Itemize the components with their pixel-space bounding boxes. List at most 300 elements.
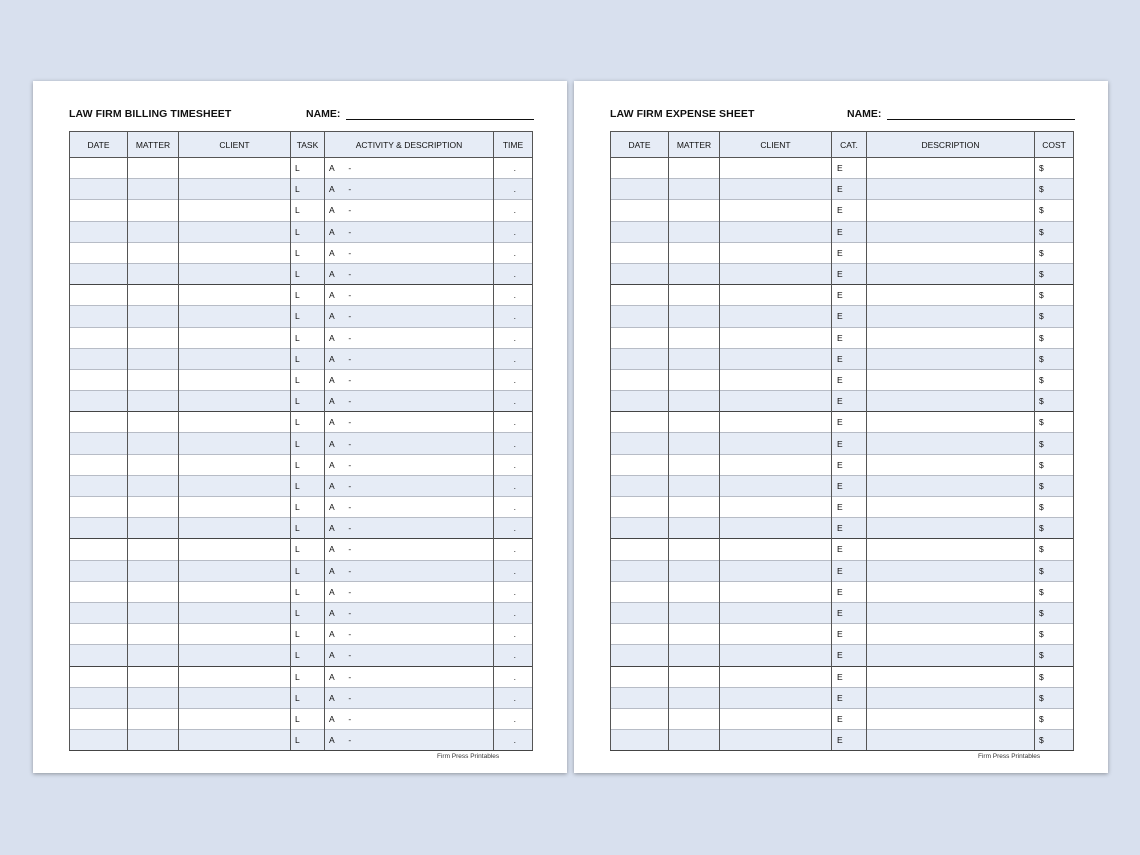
date-cell[interactable] <box>611 497 669 518</box>
category-cell[interactable]: E <box>832 263 867 284</box>
category-cell[interactable]: E <box>832 348 867 369</box>
activity-cell[interactable]: A - <box>325 158 494 179</box>
client-cell[interactable] <box>720 412 832 433</box>
activity-cell[interactable]: A - <box>325 687 494 708</box>
activity-cell[interactable]: A - <box>325 348 494 369</box>
date-cell[interactable] <box>70 645 128 666</box>
date-cell[interactable] <box>70 730 128 751</box>
client-cell[interactable] <box>720 221 832 242</box>
matter-cell[interactable] <box>128 285 179 306</box>
timesheet-name-field[interactable] <box>346 119 534 120</box>
task-cell[interactable]: L <box>291 497 325 518</box>
matter-cell[interactable] <box>669 666 720 687</box>
task-cell[interactable]: L <box>291 475 325 496</box>
date-cell[interactable] <box>611 518 669 539</box>
matter-cell[interactable] <box>128 327 179 348</box>
activity-cell[interactable]: A - <box>325 708 494 729</box>
client-cell[interactable] <box>720 560 832 581</box>
matter-cell[interactable] <box>669 645 720 666</box>
description-cell[interactable] <box>867 708 1035 729</box>
cost-cell[interactable]: $ <box>1035 624 1074 645</box>
category-cell[interactable]: E <box>832 433 867 454</box>
matter-cell[interactable] <box>128 263 179 284</box>
time-cell[interactable]: . <box>494 369 533 390</box>
matter-cell[interactable] <box>128 369 179 390</box>
task-cell[interactable]: L <box>291 348 325 369</box>
client-cell[interactable] <box>179 348 291 369</box>
cost-cell[interactable]: $ <box>1035 666 1074 687</box>
client-cell[interactable] <box>179 518 291 539</box>
cost-cell[interactable]: $ <box>1035 581 1074 602</box>
time-cell[interactable]: . <box>494 687 533 708</box>
category-cell[interactable]: E <box>832 327 867 348</box>
time-cell[interactable]: . <box>494 221 533 242</box>
client-cell[interactable] <box>720 179 832 200</box>
client-cell[interactable] <box>720 708 832 729</box>
date-cell[interactable] <box>611 539 669 560</box>
time-cell[interactable]: . <box>494 560 533 581</box>
matter-cell[interactable] <box>128 518 179 539</box>
category-cell[interactable]: E <box>832 645 867 666</box>
date-cell[interactable] <box>70 666 128 687</box>
cost-cell[interactable]: $ <box>1035 348 1074 369</box>
date-cell[interactable] <box>611 433 669 454</box>
client-cell[interactable] <box>720 539 832 560</box>
category-cell[interactable]: E <box>832 158 867 179</box>
task-cell[interactable]: L <box>291 518 325 539</box>
time-cell[interactable]: . <box>494 539 533 560</box>
category-cell[interactable]: E <box>832 391 867 412</box>
date-cell[interactable] <box>70 369 128 390</box>
activity-cell[interactable]: A - <box>325 327 494 348</box>
date-cell[interactable] <box>70 391 128 412</box>
date-cell[interactable] <box>70 285 128 306</box>
date-cell[interactable] <box>70 221 128 242</box>
matter-cell[interactable] <box>128 306 179 327</box>
matter-cell[interactable] <box>669 581 720 602</box>
date-cell[interactable] <box>70 433 128 454</box>
time-cell[interactable]: . <box>494 708 533 729</box>
matter-cell[interactable] <box>128 475 179 496</box>
date-cell[interactable] <box>611 327 669 348</box>
client-cell[interactable] <box>179 539 291 560</box>
time-cell[interactable]: . <box>494 179 533 200</box>
client-cell[interactable] <box>179 560 291 581</box>
client-cell[interactable] <box>720 497 832 518</box>
date-cell[interactable] <box>611 412 669 433</box>
matter-cell[interactable] <box>669 200 720 221</box>
activity-cell[interactable]: A - <box>325 263 494 284</box>
time-cell[interactable]: . <box>494 454 533 475</box>
date-cell[interactable] <box>70 602 128 623</box>
task-cell[interactable]: L <box>291 602 325 623</box>
category-cell[interactable]: E <box>832 539 867 560</box>
client-cell[interactable] <box>179 454 291 475</box>
time-cell[interactable]: . <box>494 158 533 179</box>
client-cell[interactable] <box>179 497 291 518</box>
task-cell[interactable]: L <box>291 391 325 412</box>
time-cell[interactable]: . <box>494 602 533 623</box>
client-cell[interactable] <box>720 602 832 623</box>
cost-cell[interactable]: $ <box>1035 560 1074 581</box>
client-cell[interactable] <box>179 687 291 708</box>
date-cell[interactable] <box>70 624 128 645</box>
cost-cell[interactable]: $ <box>1035 369 1074 390</box>
client-cell[interactable] <box>179 221 291 242</box>
task-cell[interactable]: L <box>291 454 325 475</box>
date-cell[interactable] <box>70 412 128 433</box>
matter-cell[interactable] <box>669 539 720 560</box>
description-cell[interactable] <box>867 475 1035 496</box>
client-cell[interactable] <box>179 708 291 729</box>
time-cell[interactable]: . <box>494 475 533 496</box>
date-cell[interactable] <box>611 730 669 751</box>
matter-cell[interactable] <box>128 158 179 179</box>
cost-cell[interactable]: $ <box>1035 497 1074 518</box>
client-cell[interactable] <box>720 518 832 539</box>
cost-cell[interactable]: $ <box>1035 306 1074 327</box>
category-cell[interactable]: E <box>832 200 867 221</box>
client-cell[interactable] <box>179 242 291 263</box>
client-cell[interactable] <box>720 624 832 645</box>
description-cell[interactable] <box>867 645 1035 666</box>
matter-cell[interactable] <box>128 242 179 263</box>
client-cell[interactable] <box>179 730 291 751</box>
client-cell[interactable] <box>720 285 832 306</box>
description-cell[interactable] <box>867 602 1035 623</box>
cost-cell[interactable]: $ <box>1035 454 1074 475</box>
matter-cell[interactable] <box>128 454 179 475</box>
activity-cell[interactable]: A - <box>325 560 494 581</box>
category-cell[interactable]: E <box>832 412 867 433</box>
description-cell[interactable] <box>867 200 1035 221</box>
matter-cell[interactable] <box>128 348 179 369</box>
client-cell[interactable] <box>720 327 832 348</box>
client-cell[interactable] <box>179 666 291 687</box>
date-cell[interactable] <box>70 179 128 200</box>
cost-cell[interactable]: $ <box>1035 539 1074 560</box>
category-cell[interactable]: E <box>832 179 867 200</box>
activity-cell[interactable]: A - <box>325 645 494 666</box>
matter-cell[interactable] <box>669 327 720 348</box>
task-cell[interactable]: L <box>291 687 325 708</box>
matter-cell[interactable] <box>669 391 720 412</box>
description-cell[interactable] <box>867 391 1035 412</box>
date-cell[interactable] <box>611 391 669 412</box>
matter-cell[interactable] <box>669 179 720 200</box>
time-cell[interactable]: . <box>494 730 533 751</box>
client-cell[interactable] <box>720 391 832 412</box>
date-cell[interactable] <box>611 624 669 645</box>
description-cell[interactable] <box>867 369 1035 390</box>
client-cell[interactable] <box>179 285 291 306</box>
matter-cell[interactable] <box>128 560 179 581</box>
time-cell[interactable]: . <box>494 285 533 306</box>
activity-cell[interactable]: A - <box>325 412 494 433</box>
time-cell[interactable]: . <box>494 391 533 412</box>
activity-cell[interactable]: A - <box>325 666 494 687</box>
cost-cell[interactable]: $ <box>1035 645 1074 666</box>
task-cell[interactable]: L <box>291 200 325 221</box>
client-cell[interactable] <box>179 327 291 348</box>
category-cell[interactable]: E <box>832 602 867 623</box>
description-cell[interactable] <box>867 348 1035 369</box>
date-cell[interactable] <box>70 518 128 539</box>
activity-cell[interactable]: A - <box>325 518 494 539</box>
matter-cell[interactable] <box>128 708 179 729</box>
description-cell[interactable] <box>867 539 1035 560</box>
category-cell[interactable]: E <box>832 285 867 306</box>
client-cell[interactable] <box>720 348 832 369</box>
client-cell[interactable] <box>720 369 832 390</box>
date-cell[interactable] <box>611 158 669 179</box>
category-cell[interactable]: E <box>832 221 867 242</box>
client-cell[interactable] <box>179 475 291 496</box>
date-cell[interactable] <box>611 221 669 242</box>
description-cell[interactable] <box>867 221 1035 242</box>
client-cell[interactable] <box>179 624 291 645</box>
activity-cell[interactable]: A - <box>325 475 494 496</box>
client-cell[interactable] <box>720 730 832 751</box>
cost-cell[interactable]: $ <box>1035 518 1074 539</box>
task-cell[interactable]: L <box>291 645 325 666</box>
activity-cell[interactable]: A - <box>325 454 494 475</box>
date-cell[interactable] <box>611 560 669 581</box>
task-cell[interactable]: L <box>291 433 325 454</box>
activity-cell[interactable]: A - <box>325 433 494 454</box>
description-cell[interactable] <box>867 242 1035 263</box>
time-cell[interactable]: . <box>494 497 533 518</box>
time-cell[interactable]: . <box>494 200 533 221</box>
time-cell[interactable]: . <box>494 348 533 369</box>
date-cell[interactable] <box>611 242 669 263</box>
date-cell[interactable] <box>70 158 128 179</box>
matter-cell[interactable] <box>669 560 720 581</box>
client-cell[interactable] <box>179 581 291 602</box>
activity-cell[interactable]: A - <box>325 200 494 221</box>
client-cell[interactable] <box>720 200 832 221</box>
cost-cell[interactable]: $ <box>1035 433 1074 454</box>
date-cell[interactable] <box>70 263 128 284</box>
date-cell[interactable] <box>70 497 128 518</box>
task-cell[interactable]: L <box>291 581 325 602</box>
time-cell[interactable]: . <box>494 518 533 539</box>
task-cell[interactable]: L <box>291 158 325 179</box>
description-cell[interactable] <box>867 730 1035 751</box>
date-cell[interactable] <box>70 242 128 263</box>
time-cell[interactable]: . <box>494 624 533 645</box>
task-cell[interactable]: L <box>291 412 325 433</box>
date-cell[interactable] <box>611 348 669 369</box>
matter-cell[interactable] <box>669 412 720 433</box>
date-cell[interactable] <box>611 454 669 475</box>
date-cell[interactable] <box>70 306 128 327</box>
matter-cell[interactable] <box>669 306 720 327</box>
task-cell[interactable]: L <box>291 179 325 200</box>
category-cell[interactable]: E <box>832 730 867 751</box>
description-cell[interactable] <box>867 518 1035 539</box>
cost-cell[interactable]: $ <box>1035 327 1074 348</box>
date-cell[interactable] <box>70 348 128 369</box>
activity-cell[interactable]: A - <box>325 391 494 412</box>
client-cell[interactable] <box>720 581 832 602</box>
date-cell[interactable] <box>70 454 128 475</box>
date-cell[interactable] <box>611 285 669 306</box>
date-cell[interactable] <box>611 179 669 200</box>
time-cell[interactable]: . <box>494 433 533 454</box>
category-cell[interactable]: E <box>832 518 867 539</box>
date-cell[interactable] <box>611 200 669 221</box>
client-cell[interactable] <box>720 242 832 263</box>
matter-cell[interactable] <box>128 391 179 412</box>
description-cell[interactable] <box>867 687 1035 708</box>
task-cell[interactable]: L <box>291 285 325 306</box>
matter-cell[interactable] <box>669 158 720 179</box>
date-cell[interactable] <box>611 263 669 284</box>
matter-cell[interactable] <box>669 242 720 263</box>
description-cell[interactable] <box>867 327 1035 348</box>
task-cell[interactable]: L <box>291 539 325 560</box>
client-cell[interactable] <box>179 263 291 284</box>
client-cell[interactable] <box>179 200 291 221</box>
matter-cell[interactable] <box>128 412 179 433</box>
cost-cell[interactable]: $ <box>1035 412 1074 433</box>
description-cell[interactable] <box>867 624 1035 645</box>
activity-cell[interactable]: A - <box>325 369 494 390</box>
matter-cell[interactable] <box>128 602 179 623</box>
description-cell[interactable] <box>867 581 1035 602</box>
matter-cell[interactable] <box>669 475 720 496</box>
client-cell[interactable] <box>179 602 291 623</box>
cost-cell[interactable]: $ <box>1035 285 1074 306</box>
description-cell[interactable] <box>867 263 1035 284</box>
date-cell[interactable] <box>70 539 128 560</box>
time-cell[interactable]: . <box>494 645 533 666</box>
client-cell[interactable] <box>720 645 832 666</box>
cost-cell[interactable]: $ <box>1035 730 1074 751</box>
date-cell[interactable] <box>70 475 128 496</box>
matter-cell[interactable] <box>128 666 179 687</box>
expense-name-field[interactable] <box>887 119 1075 120</box>
matter-cell[interactable] <box>669 518 720 539</box>
matter-cell[interactable] <box>669 602 720 623</box>
matter-cell[interactable] <box>669 497 720 518</box>
client-cell[interactable] <box>179 306 291 327</box>
date-cell[interactable] <box>611 687 669 708</box>
matter-cell[interactable] <box>669 454 720 475</box>
date-cell[interactable] <box>611 369 669 390</box>
matter-cell[interactable] <box>669 730 720 751</box>
category-cell[interactable]: E <box>832 708 867 729</box>
matter-cell[interactable] <box>128 200 179 221</box>
category-cell[interactable]: E <box>832 581 867 602</box>
category-cell[interactable]: E <box>832 306 867 327</box>
description-cell[interactable] <box>867 560 1035 581</box>
task-cell[interactable]: L <box>291 263 325 284</box>
matter-cell[interactable] <box>128 221 179 242</box>
client-cell[interactable] <box>720 666 832 687</box>
activity-cell[interactable]: A - <box>325 179 494 200</box>
client-cell[interactable] <box>179 179 291 200</box>
task-cell[interactable]: L <box>291 327 325 348</box>
activity-cell[interactable]: A - <box>325 497 494 518</box>
client-cell[interactable] <box>720 475 832 496</box>
matter-cell[interactable] <box>669 708 720 729</box>
activity-cell[interactable]: A - <box>325 539 494 560</box>
category-cell[interactable]: E <box>832 369 867 390</box>
date-cell[interactable] <box>611 602 669 623</box>
matter-cell[interactable] <box>669 687 720 708</box>
activity-cell[interactable]: A - <box>325 602 494 623</box>
client-cell[interactable] <box>720 433 832 454</box>
activity-cell[interactable]: A - <box>325 581 494 602</box>
cost-cell[interactable]: $ <box>1035 179 1074 200</box>
client-cell[interactable] <box>720 263 832 284</box>
date-cell[interactable] <box>70 708 128 729</box>
cost-cell[interactable]: $ <box>1035 687 1074 708</box>
category-cell[interactable]: E <box>832 454 867 475</box>
matter-cell[interactable] <box>128 497 179 518</box>
description-cell[interactable] <box>867 179 1035 200</box>
time-cell[interactable]: . <box>494 306 533 327</box>
client-cell[interactable] <box>179 158 291 179</box>
date-cell[interactable] <box>70 327 128 348</box>
category-cell[interactable]: E <box>832 687 867 708</box>
activity-cell[interactable]: A - <box>325 730 494 751</box>
category-cell[interactable]: E <box>832 666 867 687</box>
matter-cell[interactable] <box>128 730 179 751</box>
date-cell[interactable] <box>611 306 669 327</box>
matter-cell[interactable] <box>669 624 720 645</box>
time-cell[interactable]: . <box>494 666 533 687</box>
matter-cell[interactable] <box>128 179 179 200</box>
task-cell[interactable]: L <box>291 708 325 729</box>
matter-cell[interactable] <box>128 624 179 645</box>
description-cell[interactable] <box>867 433 1035 454</box>
cost-cell[interactable]: $ <box>1035 242 1074 263</box>
cost-cell[interactable]: $ <box>1035 475 1074 496</box>
task-cell[interactable]: L <box>291 666 325 687</box>
client-cell[interactable] <box>720 454 832 475</box>
category-cell[interactable]: E <box>832 497 867 518</box>
client-cell[interactable] <box>179 369 291 390</box>
activity-cell[interactable]: A - <box>325 624 494 645</box>
matter-cell[interactable] <box>669 348 720 369</box>
matter-cell[interactable] <box>669 285 720 306</box>
matter-cell[interactable] <box>128 433 179 454</box>
category-cell[interactable]: E <box>832 624 867 645</box>
task-cell[interactable]: L <box>291 560 325 581</box>
matter-cell[interactable] <box>128 687 179 708</box>
date-cell[interactable] <box>611 581 669 602</box>
description-cell[interactable] <box>867 285 1035 306</box>
cost-cell[interactable]: $ <box>1035 602 1074 623</box>
client-cell[interactable] <box>179 412 291 433</box>
matter-cell[interactable] <box>128 539 179 560</box>
cost-cell[interactable]: $ <box>1035 221 1074 242</box>
description-cell[interactable] <box>867 412 1035 433</box>
category-cell[interactable]: E <box>832 475 867 496</box>
task-cell[interactable]: L <box>291 369 325 390</box>
task-cell[interactable]: L <box>291 242 325 263</box>
activity-cell[interactable]: A - <box>325 285 494 306</box>
client-cell[interactable] <box>720 306 832 327</box>
description-cell[interactable] <box>867 158 1035 179</box>
task-cell[interactable]: L <box>291 306 325 327</box>
date-cell[interactable] <box>70 200 128 221</box>
description-cell[interactable] <box>867 497 1035 518</box>
cost-cell[interactable]: $ <box>1035 158 1074 179</box>
